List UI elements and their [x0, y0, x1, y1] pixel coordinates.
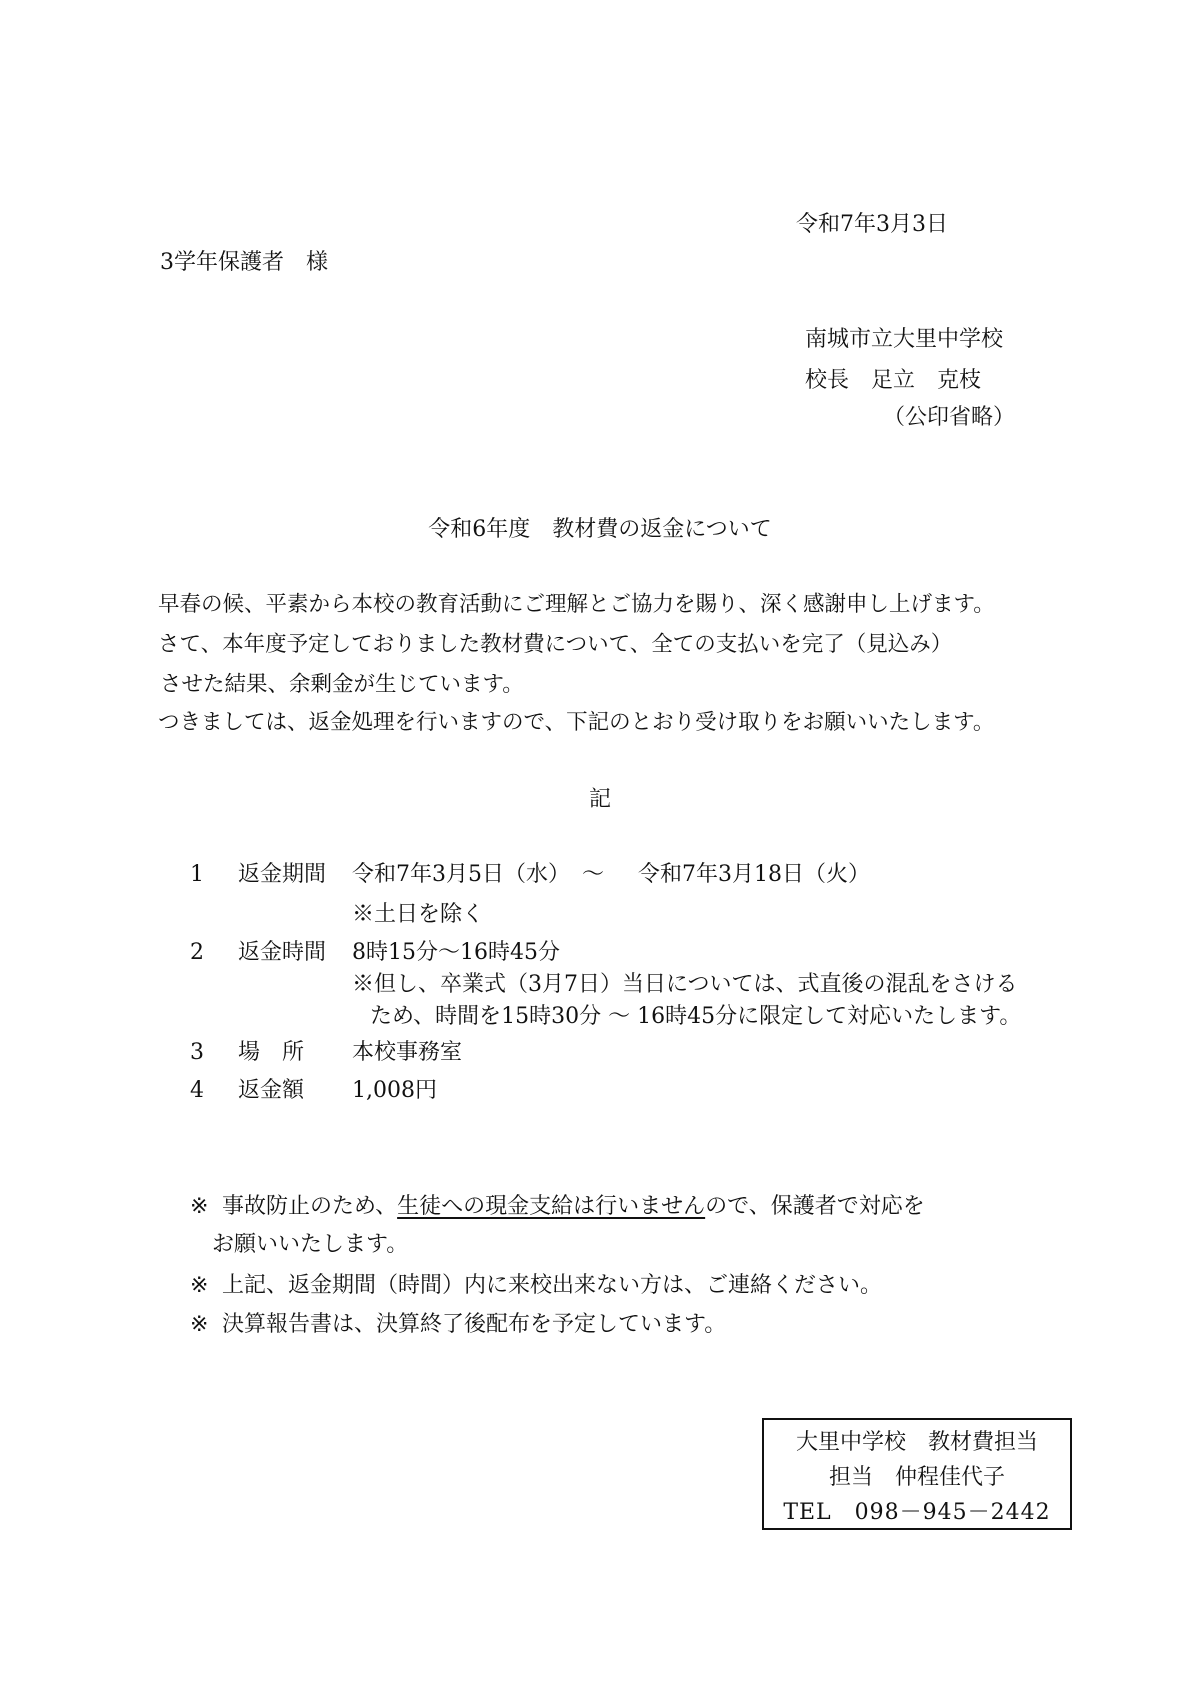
contact-box [762, 1418, 1072, 1530]
notice-3-mark: ※ [190, 1312, 209, 1337]
notice-1-post: ので、保護者で対応を [705, 1194, 925, 1219]
body-line-2: さて、本年度予定しておりました教材費について、全ての支払いを完了（見込み） [158, 632, 953, 657]
item-1-label: 返金期間 [238, 862, 327, 887]
seal-note: （公印省略） [883, 405, 1016, 430]
principal-name: 校長 足立 克枝 [805, 368, 982, 393]
contact-person: 担当 仲程佳代子 [828, 1465, 1005, 1490]
item-1-note: ※土日を除く [352, 902, 485, 927]
issue-date: 令和7年3月3日 [796, 212, 948, 237]
item-2-note-line-2: ため、時間を15時30分 ～ 16時45分に限定して対応いたします。 [370, 1004, 1022, 1029]
item-1-end-date: 令和7年3月18日（火） [638, 862, 870, 887]
item-1-tilde: ～ [582, 862, 605, 887]
item-4-label: 返金額 [238, 1078, 305, 1103]
item-2-number: 2 [190, 940, 204, 965]
contact-department: 大里中学校 教材費担当 [795, 1430, 1038, 1455]
item-3-label: 場 所 [238, 1040, 305, 1065]
body-line-1: 早春の候、平素から本校の教育活動にご理解とご協力を賜り、深く感謝申し上げます。 [158, 592, 995, 617]
recipient: 3学年保護者 様 [160, 250, 328, 275]
item-3-number: 3 [190, 1040, 204, 1065]
ki-heading: 記 [588, 787, 611, 812]
school-name: 南城市立大里中学校 [805, 327, 1004, 352]
notice-1-pre: 事故防止のため、 [222, 1194, 398, 1219]
item-4-number: 4 [190, 1078, 204, 1103]
item-1-start-date: 令和7年3月5日（水） [352, 862, 570, 887]
item-4-value: 1,008円 [352, 1078, 437, 1103]
notice-1 [222, 1194, 925, 1220]
item-2-label: 返金時間 [238, 940, 327, 965]
item-2-value: 8時15分～16時45分 [352, 940, 560, 965]
item-2-note-line-1: ※但し、卒業式（3月7日）当日については、式直後の混乱をさける [352, 972, 1018, 997]
notice-1-continuation: お願いいたします。 [212, 1232, 409, 1257]
notice-3: 決算報告書は、決算終了後配布を予定しています。 [222, 1312, 727, 1337]
body-line-3: させた結果、余剰金が生じています。 [160, 672, 524, 697]
notice-2: 上記、返金期間（時間）内に来校出来ない方は、ご連絡ください。 [222, 1273, 883, 1298]
contact-phone: TEL 098－945－2442 [783, 1500, 1051, 1525]
document-title: 令和6年度 教材費の返金について [428, 517, 772, 542]
item-1-number: 1 [190, 862, 204, 887]
item-3-value: 本校事務室 [352, 1040, 463, 1065]
notice-2-mark: ※ [190, 1273, 209, 1298]
body-line-4: つきましては、返金処理を行いますので、下記のとおり受け取りをお願いいたします。 [158, 710, 995, 735]
notice-1-mark: ※ [190, 1194, 209, 1219]
notice-1-underlined: 生徒への現金支給は行いません [397, 1194, 706, 1219]
